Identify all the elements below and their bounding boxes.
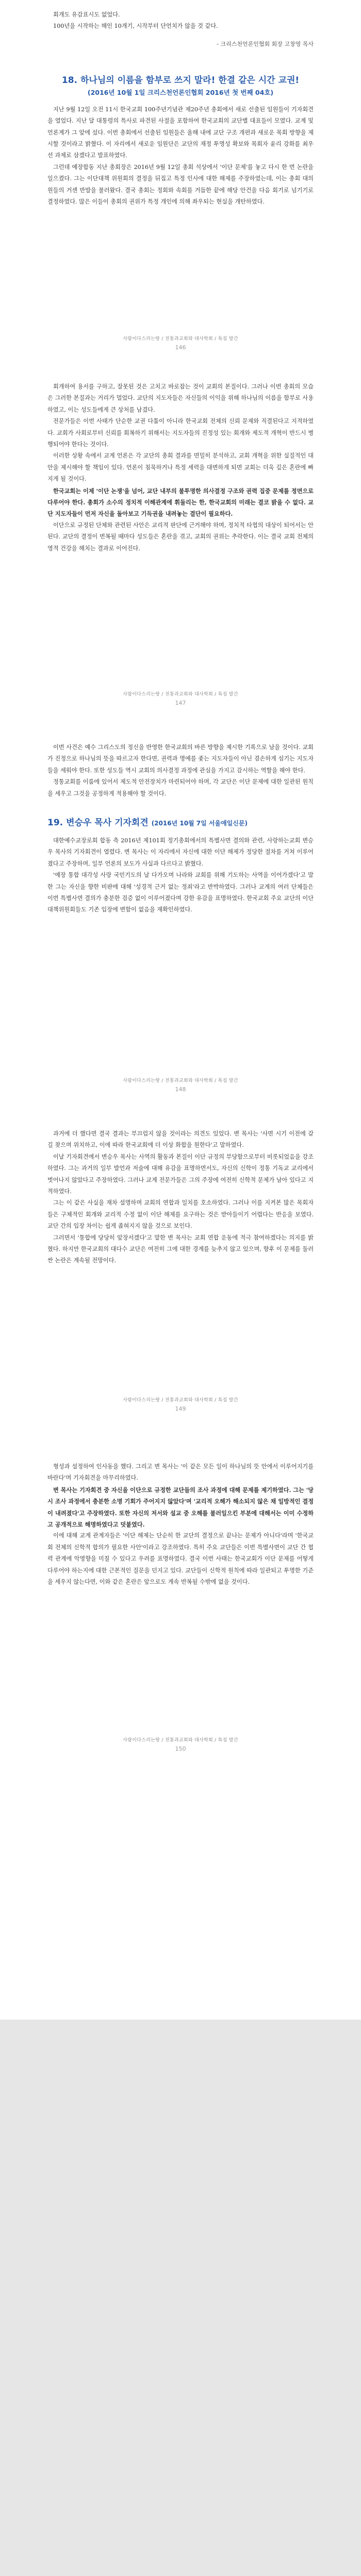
section-title: 하나님의 이름을 함부로 쓰지 말라! 한결 같은 시간 교권!	[80, 75, 300, 86]
page-footnote: 사람이다스리는땅 / 전통과교회와 대사학회 / 특집 발간	[123, 692, 238, 697]
page-number: 146	[175, 344, 186, 351]
intro-paragraph: 회개도 유감표시도 없었다.	[53, 11, 120, 18]
body-paragraph: 이단으로 규정된 단체와 관련된 사안은 교리적 판단에 근거해야 하며, 정치적 타협의 대상이 되어서는 안 된다. 교단의 결정이 번복될 때마다 성도들은 혼란을 겪고, 교회의 권위는 추락한다. 이는 결국 교회 전체의 영적 건강을 해치는 결과로 이어진다.	[47, 521, 314, 552]
section-subtitle: (2016년 10월 1일 크리스천언론인협회 2016년 첫 번째 04호)	[87, 88, 274, 96]
body-paragraph: 이날 기자회견에서 변승우 목사는 사역의 활동과 본질이 이단 규정의 부당함으로부터 비롯되었음을 강조하였다. 그는 과거의 일부 발언과 저술에 대해 유감을 표명하면서도, 자신의 신학이 정통 기독교 교리에서 벗어나지 않았다고 주장하였다. 그러나 교계 전문가들은 그의 주장에 여전히 신학적 문제가 남아 있다고 지적하였다.	[47, 1153, 314, 1195]
body-paragraph: 전문가들은 이번 사태가 단순한 교권 다툼이 아니라 한국교회 전체의 신뢰 문제와 직결된다고 지적하였다. 교회가 사회로부터 신뢰를 회복하기 위해서는 지도자들의 진정성 있는 회개와 제도적 개혁이 반드시 병행되어야 한다는 것이다.	[47, 418, 314, 448]
body-paragraph: 이러한 상황 속에서 교계 언론은 각 교단의 총회 결과를 면밀히 분석하고, 교회 개혁을 위한 실질적인 대안을 제시해야 할 책임이 있다. 언론이 침묵하거나 특정 세력을 대변하게 되면 교회는 더욱 깊은 혼란에 빠지게 될 것이다.	[47, 452, 314, 483]
body-paragraph: 이번 사건은 예수 그리스도의 정신을 반영한 한국교회의 바른 방향을 제시한 기록으로 남을 것이다. 교회가 진정으로 하나님의 뜻을 따르고자 한다면, 권력과 명예를 좇는 지도자들이 아닌 겸손하게 섬기는 지도자들을 세워야 한다. 또한 성도들 역시 교회의 의사결정 과정에 관심을 가지고 감시하는 역할을 해야 한다.	[47, 744, 314, 774]
body-paragraph: 형성과 설정하여 인사동을 했다. 그리고 변 목사는 '이 같은 모든 일이 하나님의 뜻 안에서 이루어지기를 바란다'며 기자회견을 마무리하였다.	[47, 1463, 314, 1482]
page-footnote: 사람이다스리는땅 / 전통과교회와 대사학회 / 특집 발간	[123, 1078, 238, 1083]
signature: - 크리스천언론인협회 회장 고창영 목사	[217, 40, 314, 47]
body-paragraph: '예장 통합 대각성 사랑 국민기도의 날 다가오며 나라와 교회를 위해 기도하는 사역을 이어가겠다'고 말한 그는 자신을 향한 비판에 대해 '성경적 근거 없는 정죄'라고 반박하였다. 그러나 교계의 여러 단체들은 이번 특별사면 결의가 충분한 검증 없이 이루어졌다며 강한 유감을 표명하였다. 한국교회 주요 교단의 이단대책위원회들도 기존 입장에 변함이 없음을 재확인하였다.	[47, 872, 314, 913]
page-number: 150	[175, 1745, 186, 1752]
page-footnote: 사람이다스리는땅 / 전통과교회와 대사학회 / 특집 발간	[123, 1738, 238, 1743]
section-number: 19.	[47, 818, 63, 828]
page-footnote: 사람이다스리는땅 / 전통과교회와 대사학회 / 특집 발간	[123, 1398, 238, 1403]
body-paragraph: 변 목사는 기자회견 중 자신을 이단으로 규정한 교단들의 조사 과정에 대해 문제를 제기하였다. 그는 '당시 조사 과정에서 충분한 소명 기회가 주어지지 않았다'며 '교리적 오해가 해소되지 않은 채 일방적인 결정이 내려졌다'고 주장하였다. 또한 자신의 저서와 설교 중 오해를 불러일으킨 부분에 대해서는 이미 수정하고 공개적으로 해명하였다고 덧붙였다.	[47, 1486, 314, 1529]
page-footnote: 사람이다스리는땅 / 전통과교회와 대사학회 / 특집 발간	[123, 336, 238, 342]
body-paragraph: 대한예수교장로회 합동 측 2016년 제101회 정기총회에서의 특별사면 결의와 관련, 사랑하는교회 변승우 목사의 기자회견이 열렸다. 변 목사는 이 자리에서 자신에 대한 이단 해제가 정당한 절차를 거쳐 이루어졌다고 주장하며, 일부 언론의 보도가 사실과 다르다고 밝혔다.	[47, 837, 314, 867]
section-title: 변승우 목사 기자회견	[66, 818, 149, 828]
body-paragraph: 그는 이 같은 사실을 재차 설명하며 교회의 연합과 일치를 호소하였다. 그러나 이를 지켜본 많은 목회자들은 구체적인 회개와 교리적 수정 없이 이단 해제를 요구하는 것은 받아들이기 어렵다는 반응을 보였다. 교단 간의 입장 차이는 쉽게 좁혀지지 않을 것으로 보인다.	[47, 1199, 314, 1230]
body-paragraph: 과거에 더 했다면 결국 결과는 부끄럽지 않을 것이라는 의견도 있었다. 변 목사는 '사면 시기 이전에 갈 길 찾으며 위치하고, 이에 따라 한국교회에 더 이상 화합을 원한다'고 말하였다.	[47, 1130, 314, 1149]
page-number: 147	[175, 700, 186, 706]
body-paragraph: 그러면서 '통합에 당당히 앞장서겠다'고 말한 변 목사는 교회 연합 운동에 적극 참여하겠다는 의지를 밝혔다. 하지만 한국교회의 대다수 교단은 여전히 그에 대한 경계를 늦추지 않고 있으며, 향후 이 문제를 둘러싼 논란은 계속될 전망이다.	[47, 1234, 314, 1264]
body-paragraph: 회개하여 용서를 구하고, 잘못된 것은 고치고 바로잡는 것이 교회의 본질이다. 그러나 이번 총회의 모습은 그러한 본질과는 거리가 멀었다. 교단의 지도자들은 자신들의 이익을 위해 하나님의 이름을 함부로 사용하였고, 이는 성도들에게 큰 상처를 남겼다.	[47, 383, 314, 413]
body-paragraph: 한국교회는 이제 '이단 논쟁'을 넘어, 교단 내부의 불투명한 의사결정 구조와 권력 집중 문제를 정면으로 다루어야 한다. 총회가 소수의 정치적 이해관계에 휘둘리는 한, 한국교회의 미래는 결코 밝을 수 없다. 교단 지도자들이 먼저 자신을 돌아보고 기득권을 내려놓는 결단이 필요하다.	[47, 487, 314, 518]
body-paragraph: 지난 9월 12일 오전 11시 한국교회 100주년기념관 제20주년 총회에서 새로 선출된 임원들이 기자회견을 열었다. 지난 달 대통령의 특사로 파견된 사절을 포함하여 한국교회의 교단별 대표들이 모였다. 교계 및 언론계가 그 앞에 섰다. 이번 총회에서 선출된 임원들은 올해 내에 교단 구조 개편과 새로운 목회 방향을 제시할 것이라고 밝혔다. 이 자리에서 새로운 임원단은 교단의 재정 투명성 확보와 목회자 윤리 강화를 최우선 과제로 삼겠다고 발표하였다.	[47, 106, 314, 159]
section-heading-18	[47, 73, 314, 97]
body-paragraph: 이에 대해 교계 관계자들은 '이단 해제는 단순히 한 교단의 결정으로 끝나는 문제가 아니다'라며 '한국교회 전체의 신학적 합의가 필요한 사안'이라고 강조하였다. 특히 주요 교단들은 이번 특별사면이 교단 간 협력 관계에 악영향을 미칠 수 있다고 우려를 표명하였다. 결국 이번 사태는 한국교회가 이단 문제를 어떻게 다루어야 하는지에 대한 근본적인 질문을 던지고 있다. 교단들이 신학적 원칙에 따라 일관되고 투명한 기준을 세우지 않는다면, 이와 같은 혼란은 앞으로도 계속 반복될 수밖에 없을 것이다.	[47, 1532, 314, 1586]
page-number: 149	[175, 1405, 186, 1412]
intro-paragraph: 100년을 시작하는 해인 10개기, 시작부터 단언치가 않을 것 같다.	[53, 23, 218, 30]
page-number: 148	[175, 1086, 186, 1093]
section-subtitle: (2016년 10월 7일 서울애일신문)	[151, 820, 248, 827]
body-paragraph: 정통교회를 이룸에 있어서 제도적 안전장치가 마련되어야 하며, 각 교단은 이단 문제에 대한 일관된 원칙을 세우고 그것을 공정하게 적용해야 할 것이다.	[47, 778, 314, 797]
page-150	[0, 1443, 361, 2020]
section-heading-19	[47, 815, 314, 828]
section-number: 18.	[61, 75, 77, 86]
body-paragraph: 그런데 예장합동 지난 총회장은 2016년 9월 12일 총회 석상에서 '이단 문제'를 놓고 다시 한 번 논란을 일으켰다. 그는 이단대책 위원회의 결정을 뒤집고 특정 인사에 대한 해제를 주장하였는데, 이는 총회 대의원들의 거센 반발을 불러왔다. 결국 총회는 정회와 속회를 거듭한 끝에 해당 안건을 다음 회기로 넘기기로 결정하였다. 많은 이들이 총회의 권위가 특정 개인에 의해 좌우되는 현실을 개탄하였다.	[47, 163, 314, 206]
